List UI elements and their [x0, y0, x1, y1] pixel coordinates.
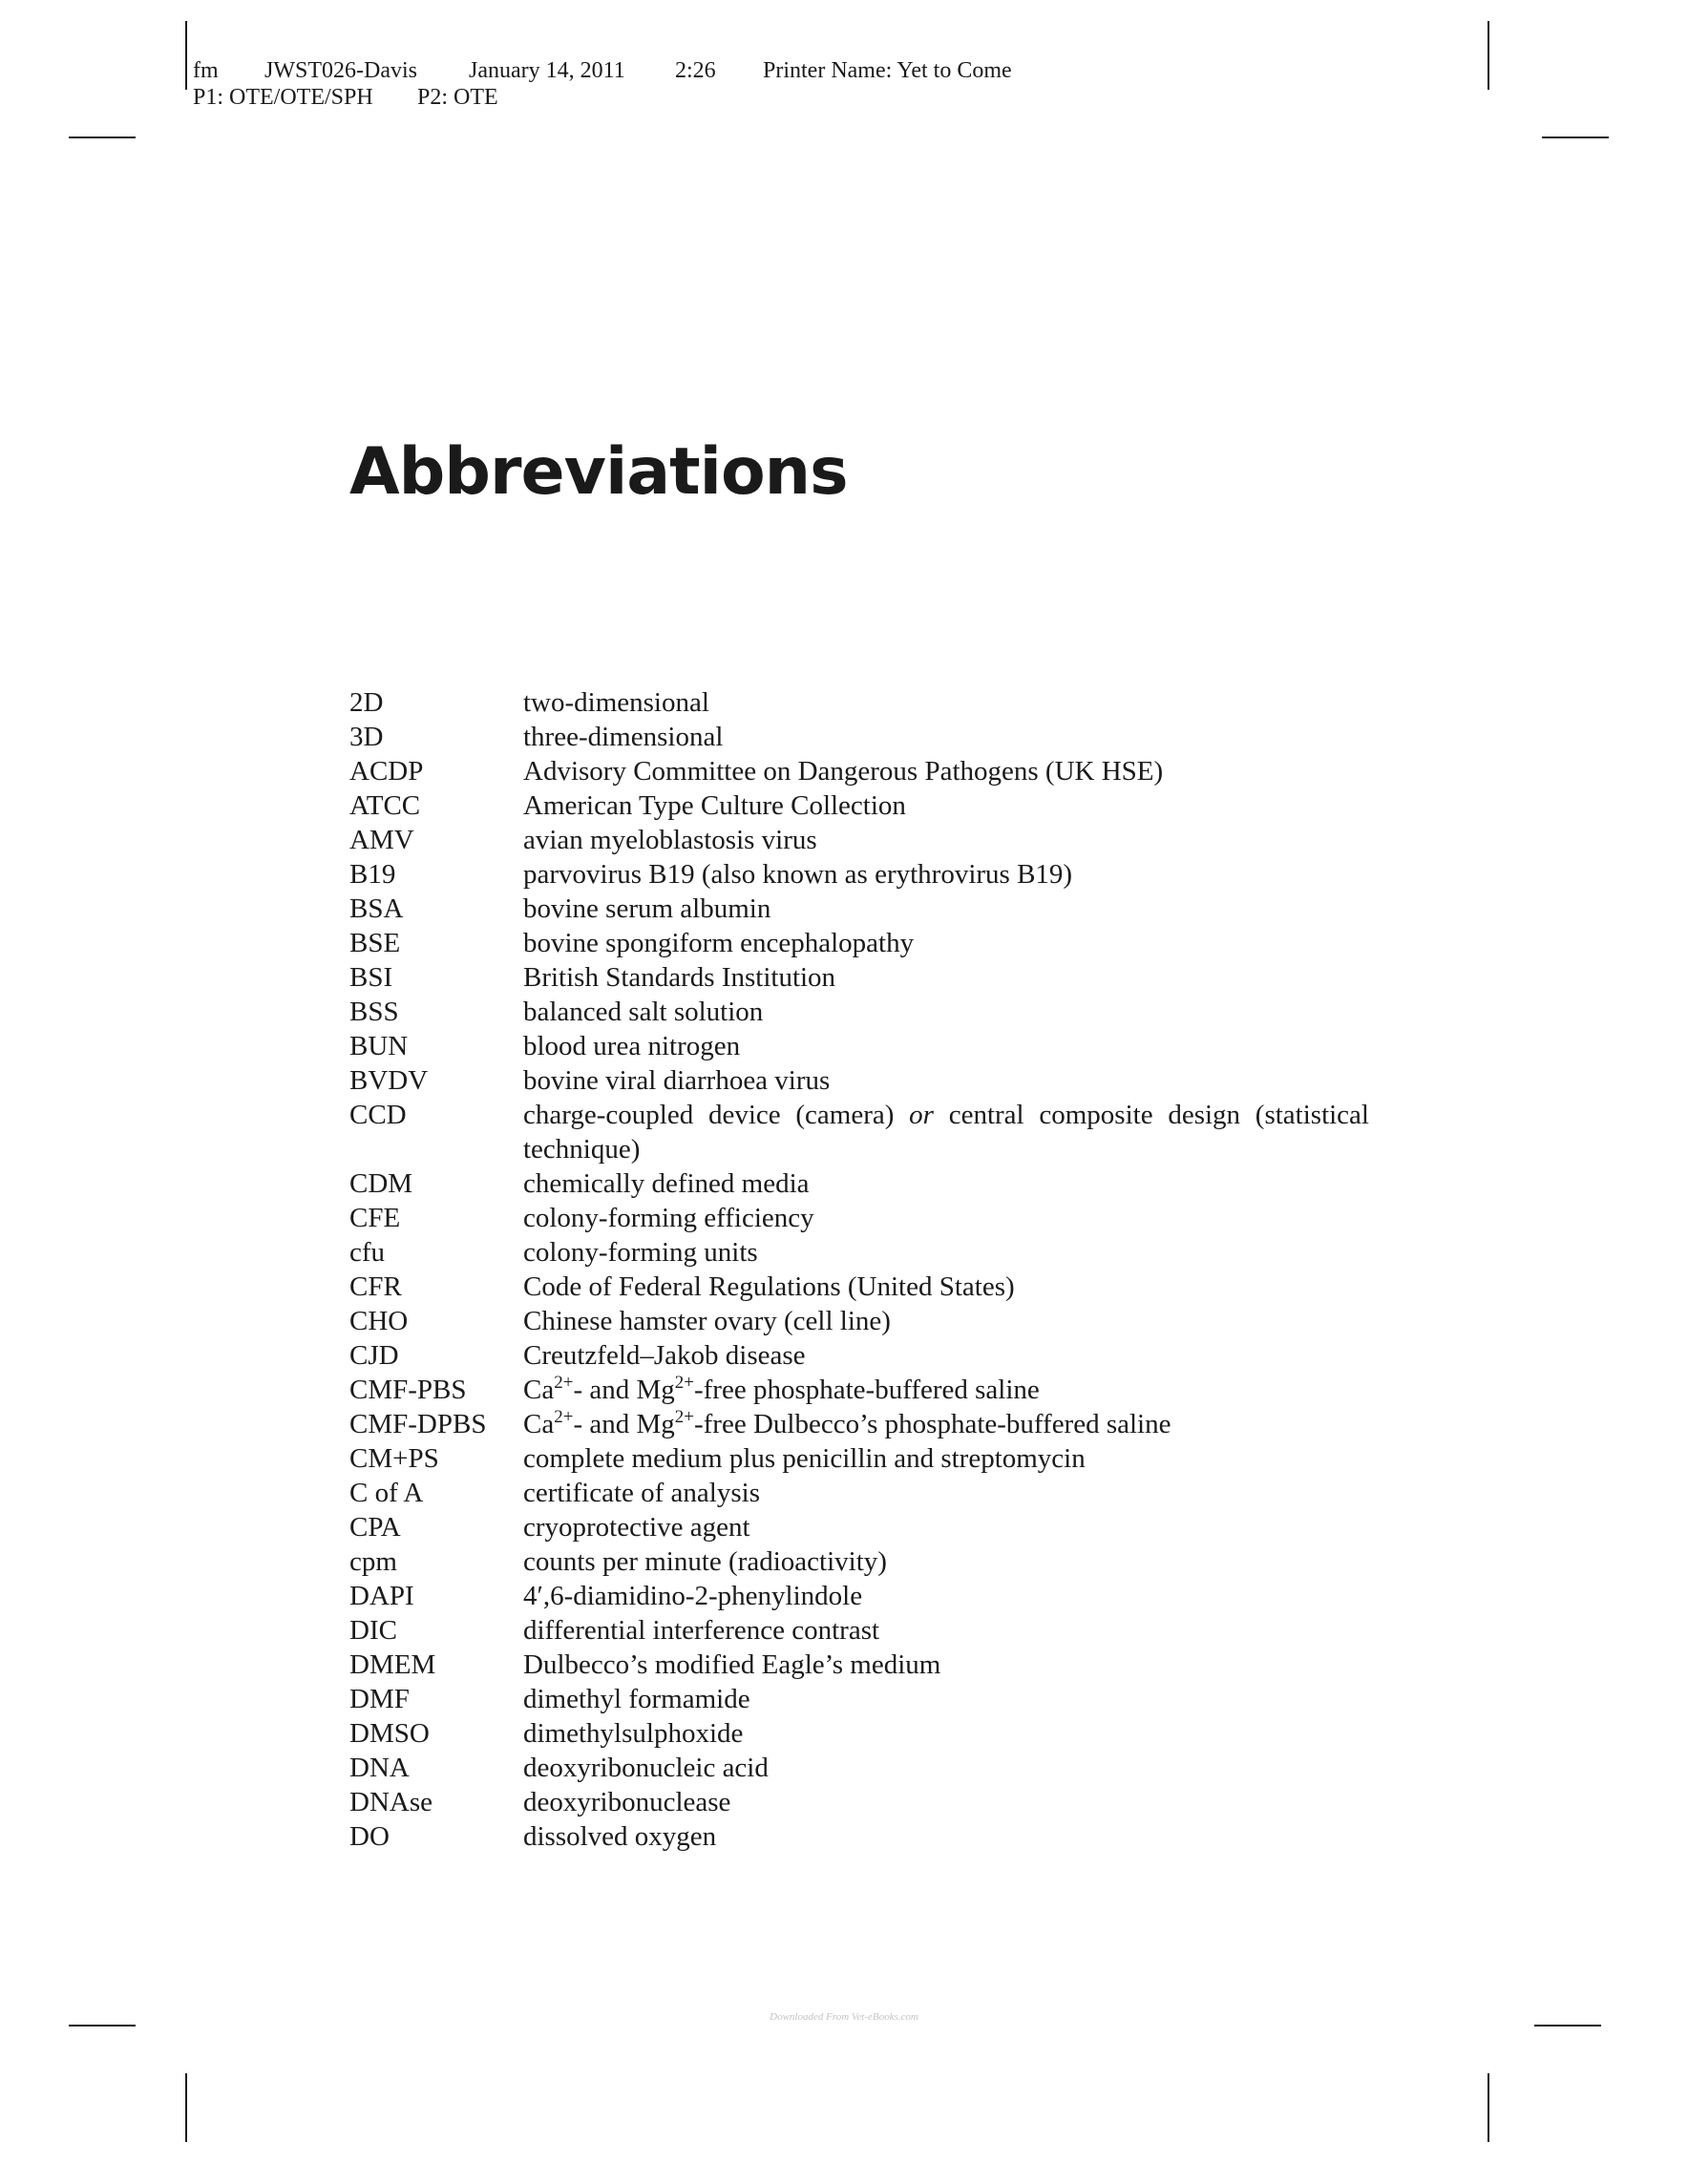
abbreviation-term: DO [349, 1821, 390, 1852]
abbreviation-definition: Code of Federal Regulations (United States) [523, 1271, 1015, 1302]
list-item [349, 1063, 1369, 1098]
slug-printer-name: Printer Name: Yet to Come [763, 58, 1012, 83]
list-item [349, 926, 1369, 960]
abbreviation-definition: 4′,6-diamidino-2-phenylindole [523, 1581, 863, 1611]
definition-text: - and Mg [573, 1409, 675, 1439]
crop-mark-right-upper [1542, 136, 1609, 138]
abbreviation-definition: dissolved oxygen [523, 1821, 717, 1852]
abbreviation-term: CCD [349, 1100, 407, 1130]
crop-mark-top-right [1488, 21, 1489, 90]
slug-p2: P2: OTE [417, 85, 498, 110]
abbreviation-term: 2D [349, 687, 384, 718]
abbreviation-term: BSS [349, 997, 399, 1027]
definition-text: Ca [523, 1409, 555, 1439]
list-item [349, 1716, 1369, 1751]
abbreviation-list [349, 685, 1369, 1854]
download-watermark: Downloaded From Vet-eBooks.com [770, 2011, 918, 2023]
list-item [349, 1270, 1369, 1304]
abbreviation-definition [523, 1098, 1369, 1166]
abbreviation-definition: Chinese hamster ovary (cell line) [523, 1306, 891, 1336]
abbreviation-definition: bovine spongiform encephalopathy [523, 928, 915, 958]
list-item [349, 1682, 1369, 1716]
abbreviation-term: CPA [349, 1512, 401, 1543]
abbreviation-definition: balanced salt solution [523, 997, 764, 1027]
list-item [349, 1166, 1369, 1201]
abbreviation-definition: dimethylsulphoxide [523, 1718, 744, 1749]
abbreviation-definition: complete medium plus penicillin and streptomycin [523, 1443, 1086, 1474]
list-item [349, 960, 1369, 995]
print-slug-line-1 [193, 57, 1012, 84]
list-item [349, 857, 1369, 892]
abbreviation-term: C of A [349, 1478, 424, 1508]
crop-mark-top-left [185, 21, 187, 90]
abbreviation-term: B19 [349, 859, 396, 890]
crop-mark-bottom-right [1488, 2073, 1489, 2142]
abbreviation-term: cfu [349, 1237, 386, 1268]
abbreviation-term: BUN [349, 1031, 409, 1061]
list-item [349, 1648, 1369, 1682]
abbreviation-definition: chemically defined media [523, 1168, 810, 1199]
abbreviation-definition: avian myeloblastosis virus [523, 825, 817, 855]
abbreviation-term: CHO [349, 1306, 409, 1336]
list-item [349, 892, 1369, 926]
slug-file-code: fm [193, 58, 219, 83]
abbreviation-term: cpm [349, 1546, 397, 1577]
abbreviation-term: DNAse [349, 1787, 433, 1817]
crop-mark-right-lower [1534, 2025, 1601, 2026]
abbreviation-term: BVDV [349, 1065, 429, 1096]
abbreviation-term: DNA [349, 1753, 410, 1783]
abbreviation-term: DMF [349, 1684, 410, 1714]
abbreviation-term: ACDP [349, 756, 424, 787]
slug-p1: P1: OTE/OTE/SPH [193, 85, 373, 110]
definition-text: -free phosphate-buffered saline [693, 1375, 1040, 1405]
list-item [349, 1785, 1369, 1819]
abbreviation-term: CMF-PBS [349, 1375, 467, 1405]
slug-time: 2:26 [675, 58, 716, 83]
definition-text: central composite design (statistical technique) [523, 1100, 1369, 1165]
list-item [349, 1098, 1369, 1166]
definition-text: Ca [523, 1375, 555, 1405]
abbreviation-definition: British Standards Institution [523, 962, 836, 993]
list-item [349, 1510, 1369, 1544]
abbreviation-definition: three-dimensional [523, 722, 724, 752]
abbreviation-definition: bovine serum albumin [523, 893, 771, 924]
abbreviation-definition: certificate of analysis [523, 1478, 760, 1508]
definition-emphasis: or [909, 1100, 934, 1130]
slug-date: January 14, 2011 [469, 58, 625, 83]
abbreviation-definition: deoxyribonucleic acid [523, 1753, 769, 1783]
list-item [349, 1029, 1369, 1063]
list-item [349, 1751, 1369, 1785]
abbreviation-definition: bovine viral diarrhoea virus [523, 1065, 831, 1096]
crop-mark-bottom-left [185, 2073, 187, 2142]
abbreviation-term: CMF-DPBS [349, 1409, 487, 1439]
list-item [349, 1544, 1369, 1579]
crop-mark-left-upper [69, 136, 136, 138]
abbreviation-definition: two-dimensional [523, 687, 709, 718]
abbreviation-term: DAPI [349, 1581, 414, 1611]
abbreviation-definition: American Type Culture Collection [523, 790, 906, 821]
abbreviation-definition [523, 1407, 1369, 1441]
list-item [349, 754, 1369, 788]
list-item [349, 995, 1369, 1029]
superscript-charge: 2+ [674, 1373, 694, 1393]
list-item [349, 1613, 1369, 1648]
abbreviation-definition: counts per minute (radioactivity) [523, 1546, 887, 1577]
abbreviation-definition: deoxyribonuclease [523, 1787, 731, 1817]
abbreviation-term: BSE [349, 928, 401, 958]
abbreviation-term: CM+PS [349, 1443, 439, 1474]
list-item [349, 1407, 1369, 1441]
abbreviation-term: DIC [349, 1615, 397, 1646]
superscript-charge: 2+ [554, 1407, 574, 1427]
abbreviation-term: AMV [349, 825, 414, 855]
list-item [349, 720, 1369, 754]
abbreviation-term: CDM [349, 1168, 413, 1199]
list-item [349, 823, 1369, 857]
abbreviation-term: BSA [349, 893, 404, 924]
superscript-charge: 2+ [554, 1373, 574, 1393]
abbreviation-definition: Advisory Committee on Dangerous Pathogens (UK HSE) [523, 756, 1164, 787]
abbreviation-definition: colony-forming efficiency [523, 1203, 814, 1233]
abbreviation-term: CJD [349, 1340, 399, 1371]
abbreviation-definition: cryoprotective agent [523, 1512, 750, 1543]
abbreviation-term: 3D [349, 722, 384, 752]
list-item [349, 788, 1369, 823]
definition-text: charge-coupled device (camera) [523, 1100, 910, 1130]
list-item [349, 1441, 1369, 1476]
superscript-charge: 2+ [674, 1407, 694, 1427]
abbreviation-definition: colony-forming units [523, 1237, 758, 1268]
abbreviation-definition: parvovirus B19 (also known as erythrovirus B19) [523, 859, 1073, 890]
abbreviation-definition: Dulbecco’s modified Eagle’s medium [523, 1649, 941, 1680]
abbreviation-term: CFR [349, 1271, 402, 1302]
abbreviation-term: CFE [349, 1203, 401, 1233]
abbreviation-term: DMSO [349, 1718, 430, 1749]
definition-text: -free Dulbecco’s phosphate-buffered saline [693, 1409, 1171, 1439]
list-item [349, 685, 1369, 720]
crop-mark-left-lower [69, 2025, 136, 2026]
slug-job-id: JWST026-Davis [264, 58, 417, 83]
abbreviation-definition: Creutzfeld–Jakob disease [523, 1340, 806, 1371]
abbreviation-definition: dimethyl formamide [523, 1684, 750, 1714]
list-item [349, 1579, 1369, 1613]
list-item [349, 1201, 1369, 1235]
list-item [349, 1338, 1369, 1373]
abbreviation-definition: differential interference contrast [523, 1615, 880, 1646]
page-title: Abbreviations [349, 434, 848, 510]
abbreviation-term: BSI [349, 962, 393, 993]
list-item [349, 1819, 1369, 1854]
abbreviation-definition: blood urea nitrogen [523, 1031, 741, 1061]
list-item [349, 1476, 1369, 1510]
list-item [349, 1304, 1369, 1338]
definition-text: - and Mg [573, 1375, 675, 1405]
print-slug-line-2 [193, 84, 498, 111]
abbreviation-definition [523, 1373, 1369, 1407]
abbreviation-term: DMEM [349, 1649, 436, 1680]
abbreviation-term: ATCC [349, 790, 421, 821]
list-item [349, 1235, 1369, 1270]
list-item [349, 1373, 1369, 1407]
